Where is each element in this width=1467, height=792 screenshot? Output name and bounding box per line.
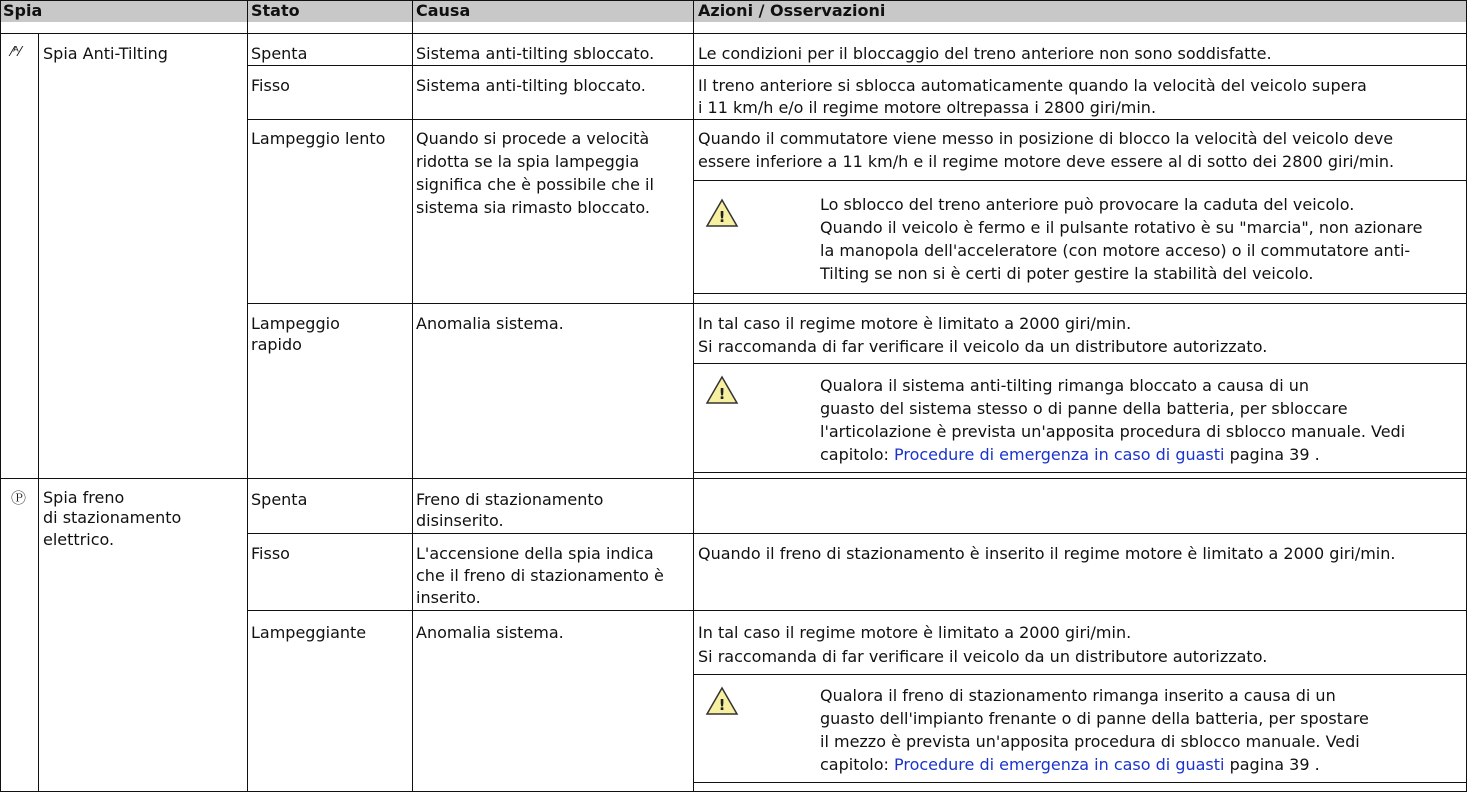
warning-text: guasto del sistema stesso o di panne della batteria, per sbloccare [820,399,1348,418]
rule [38,34,39,792]
warning-text: la manopola dell'acceleratore (con motore acceso) o il commutatore anti- [820,241,1411,260]
stato-cell: Lampeggiante [251,623,367,642]
stato-cell: Lampeggio [251,314,340,333]
azioni-cell: Le condizioni per il bloccaggio del treno anteriore non sono soddisfatte. [698,44,1272,63]
rule [247,610,1467,611]
azioni-cell: Quando il freno di stazionamento è inserito il regime motore è limitato a 2000 giri/min. [698,544,1396,563]
spia-label-freno: Spia freno [43,488,125,507]
rule [693,293,1467,294]
stato-cell: Spenta [251,490,308,509]
spia-label-freno: di stazionamento [43,508,182,527]
parking-brake-icon: Ⓟ [11,489,27,507]
rule [693,0,694,792]
svg-text:!: ! [718,208,726,226]
causa-cell: che il freno di stazionamento è [416,566,664,585]
header-causa: Causa [416,1,471,20]
azioni-cell: Quando il commutatore viene messo in posizione di blocco la velocità del veicolo deve [698,129,1394,148]
header-azioni: Azioni / Osservazioni [698,1,886,20]
warning-text: Quando il veicolo è fermo e il pulsante rotativo è su "marcia", non azionare [820,218,1423,237]
stato-cell: Fisso [251,544,290,563]
azioni-cell: Si raccomanda di far verificare il veicolo da un distributore autorizzato. [698,647,1268,666]
causa-cell: Quando si procede a velocità [416,129,650,148]
rule [247,303,1467,304]
header-spia: Spia [3,1,43,20]
warning-icon [705,375,739,405]
rule [247,0,248,792]
rule [247,533,1467,534]
azioni-cell: Si raccomanda di far verificare il veicolo da un distributore autorizzato. [698,337,1268,356]
warning-text-link-line: capitolo: Procedure di emergenza in caso di guasti pagina 39 . [820,755,1320,774]
azioni-cell: In tal caso il regime motore è limitato a 2000 giri/min. [698,623,1132,642]
svg-text:!: ! [718,696,726,714]
warning-text: l'articolazione è prevista un'apposita procedura di sblocco manuale. Vedi [820,422,1406,441]
causa-cell: Sistema anti-tilting sbloccato. [416,44,655,63]
causa-cell: inserito. [416,588,481,607]
rule [0,0,1467,1]
emergency-procedures-link[interactable]: Procedure di emergenza in caso di guasti [893,445,1225,464]
causa-cell: ridotta se la spia lampeggia [416,152,640,171]
stato-cell: rapido [251,335,302,354]
spia-label-freno: elettrico. [43,530,115,549]
azioni-cell: Il treno anteriore si sblocca automaticamente quando la velocità del veicolo supera [698,76,1367,95]
warning-text: Lo sblocco del treno anteriore può provocare la caduta del veicolo. [820,195,1355,214]
causa-cell: significa che è possibile che il [416,175,654,194]
azioni-cell: essere inferiore a 11 km/h e il regime motore deve essere al di sotto dei 2800 giri/min. [698,152,1395,171]
warning-text: Qualora il sistema anti-tilting rimanga bloccato a causa di un [820,376,1309,395]
stato-cell: Lampeggio lento [251,129,386,148]
rule [693,180,1467,181]
rule [693,472,1467,473]
rule [693,674,1467,675]
stato-cell: Fisso [251,76,290,95]
warning-text-link-line: capitolo: Procedure di emergenza in caso di guasti pagina 39 . [820,445,1320,464]
stato-cell: Spenta [251,44,308,63]
rule [412,0,413,792]
azioni-cell: In tal caso il regime motore è limitato a 2000 giri/min. [698,314,1132,333]
causa-cell: Anomalia sistema. [416,623,564,642]
azioni-cell: i 11 km/h e/o il regime motore oltrepassa i 2800 giri/min. [698,98,1157,117]
rule [693,782,1467,783]
causa-cell: disinserito. [416,511,504,530]
rule [0,478,1467,479]
svg-text:!: ! [718,385,726,403]
anti-tilting-icon: ⁄ᴬ⁄ [11,45,21,60]
warning-text: il mezzo è prevista un'apposita procedura di sblocco manuale. Vedi [820,732,1360,751]
rule [247,65,1467,66]
warning-text: guasto dell'impianto frenante o di panne della batteria, per spostare [820,709,1369,728]
header-stato: Stato [251,1,300,20]
causa-cell: Sistema anti-tilting bloccato. [416,76,646,95]
causa-cell: sistema sia rimasto bloccato. [416,198,650,217]
rule [0,33,1467,34]
warning-text: Tilting se non si è certi di poter gestire la stabilità del veicolo. [820,264,1314,283]
spia-label-anti-tilting: Spia Anti-Tilting [43,44,168,63]
rule [693,363,1467,364]
rule [247,119,1467,120]
causa-cell: Anomalia sistema. [416,314,564,333]
emergency-procedures-link[interactable]: Procedure di emergenza in caso di guasti [893,755,1225,774]
warning-text: Qualora il freno di stazionamento rimanga inserito a causa di un [820,686,1336,705]
causa-cell: L'accensione della spia indica [416,544,654,563]
warning-icon [705,686,739,716]
warning-icon [705,198,739,228]
causa-cell: Freno di stazionamento [416,490,604,509]
rule [0,0,1,792]
